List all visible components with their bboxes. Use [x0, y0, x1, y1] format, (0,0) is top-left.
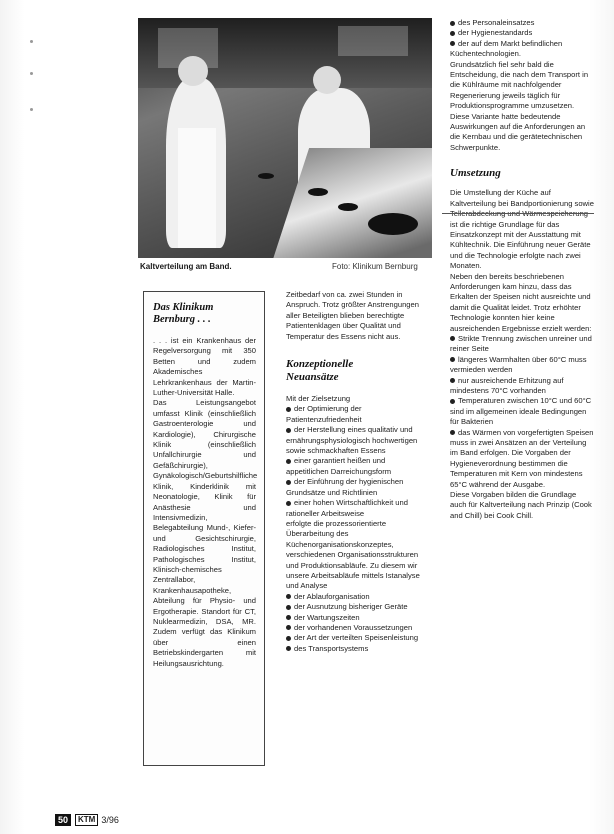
- paragraph: Die Umstellung der Küche auf Kaltverteilung bei Bandportionierung sowie ist die richtige Grundlage für das Einsatzkonzept mit der Ausstattung mit Kühltechnik. Die Einführung neuer Geräte und die Technologie erfolgte nach zwei Monaten.: [450, 188, 594, 271]
- paragraph: Grundsätzlich fiel sehr bald die Entscheidung, die nach dem Transport in die Kühlräume mit nachfolgender Regenerierung jeweils täglich für Produktionsprogramme umzusetzen. Diese Variante hatte bedeutende Auswirkungen auf die Anforderungen an die Kernbau und die gerätetechnischen Schwerpunkte.: [450, 59, 589, 152]
- bullet-item: der Art der verteilten Speisenleistung: [286, 633, 429, 643]
- bullet-item: längeres Warmhalten über 60°C muss vermieden werden: [450, 354, 587, 375]
- section-heading: Umsetzung: [450, 167, 501, 180]
- bullet-item: einer garantiert heißen und appetitlichen Darreichungsform: [286, 456, 392, 476]
- infobox-paragraph: . . . ist ein Krankenhaus der Regelversorgung mit 350 Betten und zudem Akademisches Lehrkrankenhaus der Martin-Luther-Universität Halle.: [153, 336, 256, 398]
- bullet-item: der Herstellung eines qualitativ und ernährungsphysiologisch hochwertigen sowie schmackhaften Essens: [286, 425, 418, 456]
- section-heading-2: Neuansätze: [286, 371, 339, 384]
- bullet-item: nur ausreichende Erhitzung auf mindestens 70°C vorhanden: [450, 375, 564, 395]
- infobox-paragraph: Das Leistungsangebot umfasst Klinik (einschließlich Gastroenterologie und Kardiologie), Chirurgische Klinik (einschließlich Unfallchirurgie und Gefäßchirurgie), Gynäkologisch/Geburtshilfliche Klinik, Kinderklinik mit Neonatologie, Klinik für Anästhesie und Intensivmedizin, Belegabteilung Mund-, Kiefer- und Gesichtschirurgie, Radiologisches Institut, Pathologisches Institut, Klinisch-chemisches Zentrallabor, Krankenhausapotheke, Abteilung für Physio- und Ergotherapie. Standort für CT, Nuklearmedizin, DSA, MR. Zudem verfügt das Klinikum über einen Betriebskindergarten mit Heilungsausrichtung.: [153, 398, 258, 668]
- bullet-item: des Transportsystems: [286, 644, 429, 654]
- bullet-item: der Hygienestandards: [450, 28, 594, 38]
- bullet-icon: [286, 480, 291, 485]
- bullet-icon: [450, 430, 455, 435]
- bullet-icon: [286, 407, 291, 412]
- section-divider: [442, 213, 594, 214]
- bullet-item: des Personaleinsatzes: [450, 18, 594, 28]
- photo-credit: Foto: Klinikum Bernburg: [332, 262, 418, 271]
- paragraph: Zeitbedarf von ca. zwei Stunden in Anspruch. Trotz größter Anstrengungen aller Beteiligten blieben berechtigte Patientenklagen über Qualität und Temperatur des Essens nicht aus.: [286, 290, 419, 341]
- bullet-icon: [286, 615, 291, 620]
- page-footer: [55, 813, 119, 827]
- bullet-icon: [450, 357, 455, 362]
- bullet-item: das Wärmen von vorgefertigten Speisen muss in zwei Ansätzen an der Verteilung im Band erfolgen. Die Vorgaben der Hygieneverordnung bestimmen die Temperaturen mit Kern von mindestens 65°C während der Ausgabe.: [450, 427, 594, 489]
- infobox-body: [153, 336, 256, 669]
- paragraph: erfolgte die prozessorientierte Überarbeitung des Küchenorganisationskonzeptes, verschiedenen Organisationsstrukturen und Produktionsabläufe. Zu diesem wir unsere Arbeitsabläufe mittels Istanalyse und Analyse: [286, 518, 420, 591]
- photo-caption: Kaltverteilung am Band.: [140, 262, 232, 271]
- magazine-logo-icon: KTM: [75, 814, 98, 826]
- page-number: 50: [55, 814, 71, 826]
- bullet-item: einer hohen Wirtschaftlichkeit und rationeller Arbeitsweise: [286, 498, 408, 518]
- article-column-middle: [286, 290, 429, 654]
- bullet-icon: [450, 336, 455, 341]
- bullet-icon: [450, 31, 455, 36]
- section-heading: Konzeptionelle: [286, 358, 354, 371]
- bullet-icon: [450, 41, 455, 46]
- bullet-icon: [286, 594, 291, 599]
- bullet-icon: [286, 646, 291, 651]
- bullet-item: Strikte Trennung zwischen unreiner und reiner Seite: [450, 333, 592, 354]
- bullet-item: der Einführung der hygienischen Grundsätze und Richtlinien: [286, 477, 404, 497]
- bullet-item: der vorhandenen Voraussetzungen: [286, 623, 429, 633]
- bullet-icon: [450, 399, 455, 404]
- issue-number: 3/96: [101, 815, 119, 825]
- bullet-item: der Wartungszeiten: [286, 613, 429, 623]
- bullet-item: der auf dem Markt befindlichen Küchentechnologien.: [450, 38, 563, 59]
- paragraph: Neben den bereits beschriebenen Anforderungen kam hinzu, dass das Erkalten der Speisen nicht ausreichte und damit die Qualität leidet. Trotz erhöhter Technologie konnten hier keine ausreichenden Ergebnisse erzielt werden:: [450, 271, 592, 333]
- margin-marks: [30, 30, 36, 120]
- bullet-item: der Optimierung der Patientenzufriedenheit: [286, 404, 362, 424]
- infobox-heading-2: Bernburg . . .: [153, 314, 211, 325]
- info-box: [143, 291, 265, 766]
- bullet-icon: [286, 428, 291, 433]
- infobox-heading: Das Klinikum: [153, 302, 214, 313]
- kitchen-photo: [138, 18, 432, 258]
- bullet-icon: [450, 21, 455, 26]
- bullet-icon: [286, 459, 291, 464]
- paragraph: Diese Vorgaben bilden die Grundlage auch für Kaltverteilung nach Prinzip (Cook and Chill) bei Cook Chill.: [450, 490, 592, 520]
- bullet-icon: [286, 636, 291, 641]
- bullet-icon: [286, 605, 291, 610]
- bullet-icon: [286, 625, 291, 630]
- bullet-icon: [286, 501, 291, 506]
- bullet-item: der Ablauforganisation: [286, 592, 429, 602]
- bullet-icon: [450, 378, 455, 383]
- paragraph: Mit der Zielsetzung: [286, 394, 351, 404]
- bullet-item: Temperaturen zwischen 10°C und 60°C sind im allgemeinen ideale Bedingungen für Bakterien: [450, 396, 592, 427]
- bullet-item: der Ausnutzung bisheriger Geräte: [286, 602, 429, 612]
- article-column-right: [450, 18, 594, 521]
